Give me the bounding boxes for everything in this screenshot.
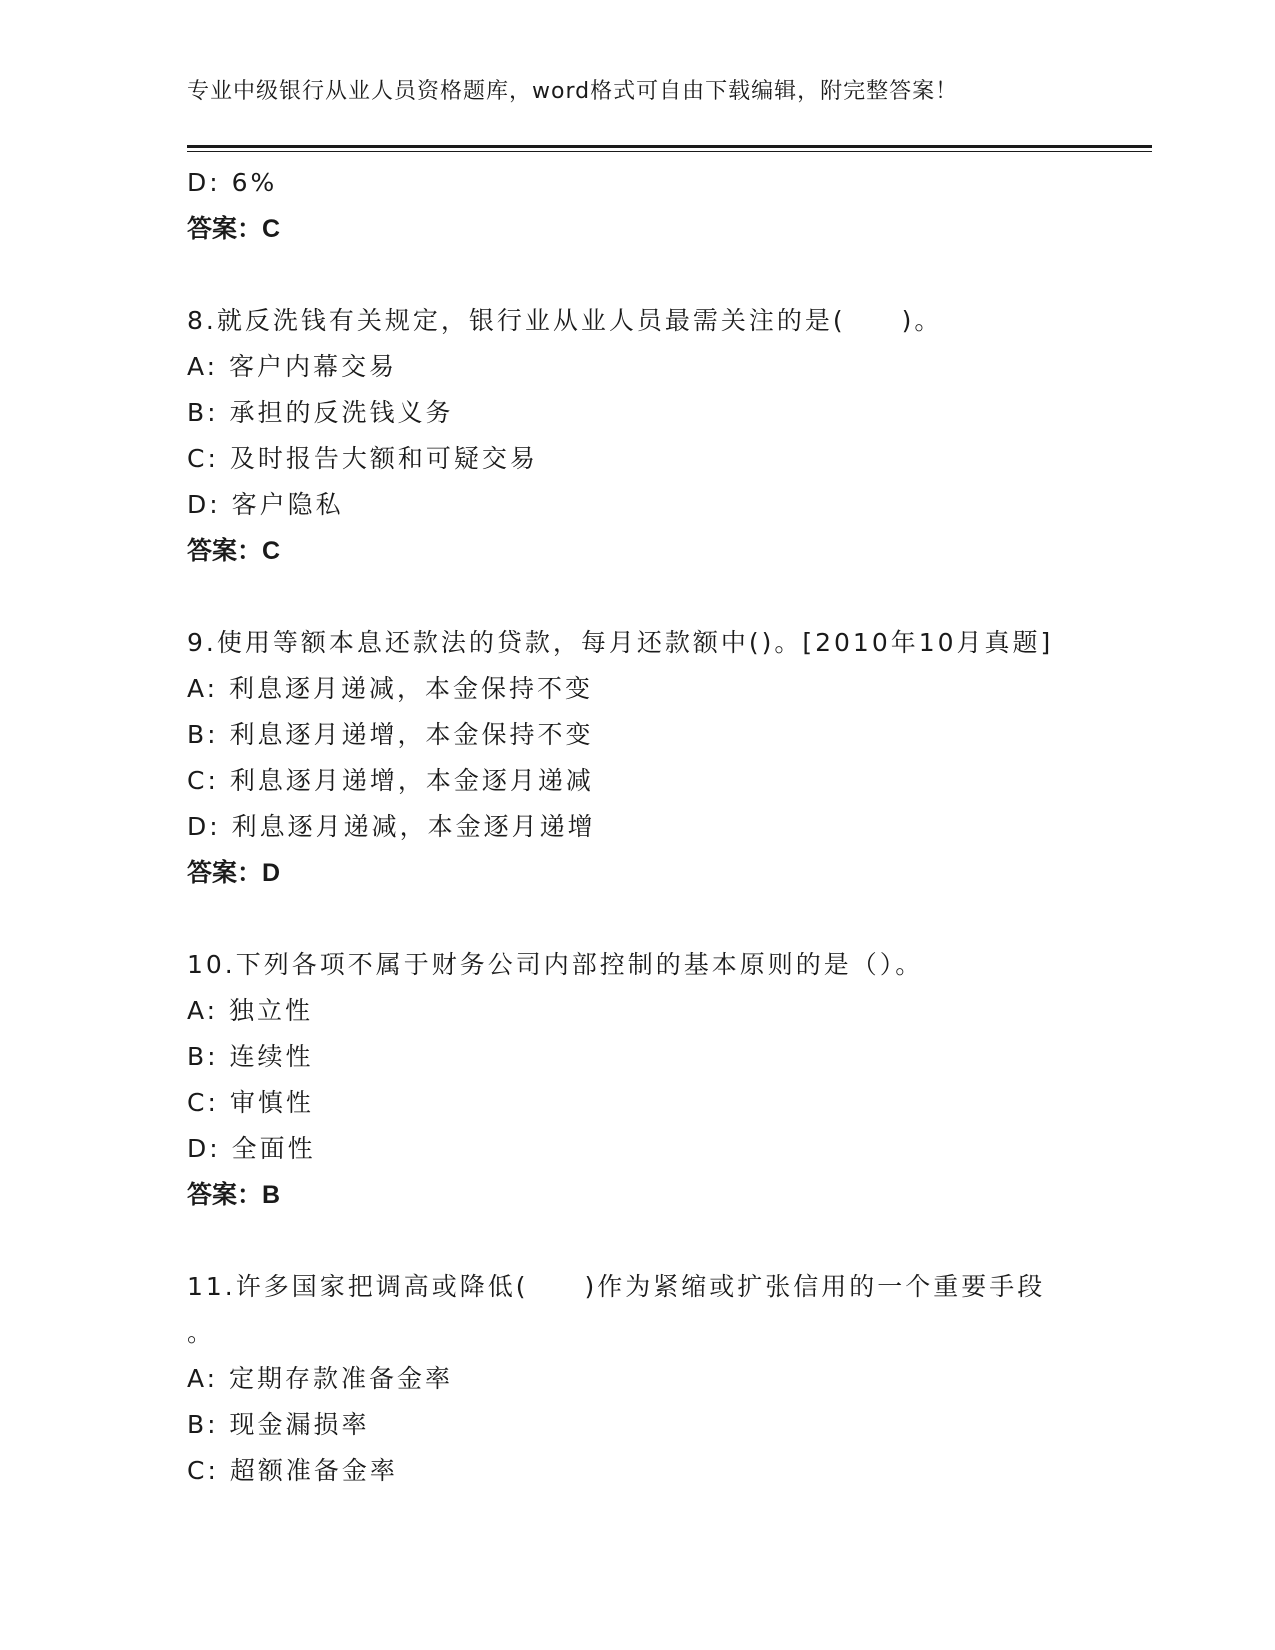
answer: 答案：C [187,537,281,565]
option-d: D: 6% [187,168,278,197]
spacer [187,1218,1152,1264]
option-c: C: 超额准备金率 [187,1456,398,1485]
option-b: B: 现金漏损率 [187,1410,370,1439]
header-rule-thin [187,151,1152,152]
question-stem: 11.许多国家把调高或降低( )作为紧缩或扩张信用的一个重要手段 [187,1272,1046,1301]
answer: 答案：B [187,1181,281,1209]
question-stem: 10.下列各项不属于财务公司内部控制的基本原则的是（）。 [187,950,924,979]
spacer [187,896,1152,942]
question-stem: 8.就反洗钱有关规定，银行业从业人员最需关注的是( )。 [187,306,943,335]
answer: 答案：C [187,215,281,243]
option-d: D: 全面性 [187,1134,316,1163]
option-c: C: 及时报告大额和可疑交易 [187,444,538,473]
question-stem: 9.使用等额本息还款法的贷款，每月还款额中()。[2010年10月真题] [187,628,1054,657]
option-d: D: 客户隐私 [187,490,344,519]
page-header: 专业中级银行从业人员资格题库，word格式可自由下载编辑，附完整答案！ [187,79,959,104]
option-c: C: 审慎性 [187,1088,314,1117]
option-a: A: 独立性 [187,996,314,1025]
answer: 答案：D [187,859,281,887]
option-b: B: 连续性 [187,1042,314,1071]
option-a: A: 客户内幕交易 [187,352,398,381]
question-stem-continuation: 。 [187,1318,216,1347]
spacer [187,252,1152,298]
option-a: A: 利息逐月递减，本金保持不变 [187,674,594,703]
option-b: B: 承担的反洗钱义务 [187,398,454,427]
spacer [187,574,1152,620]
header-rule-thick [187,145,1152,148]
option-b: B: 利息逐月递增，本金保持不变 [187,720,594,749]
option-c: C: 利息逐月递增，本金逐月递减 [187,766,594,795]
option-d: D: 利息逐月递减，本金逐月递增 [187,812,596,841]
document-body [187,160,1152,1494]
option-a: A: 定期存款准备金率 [187,1364,454,1393]
